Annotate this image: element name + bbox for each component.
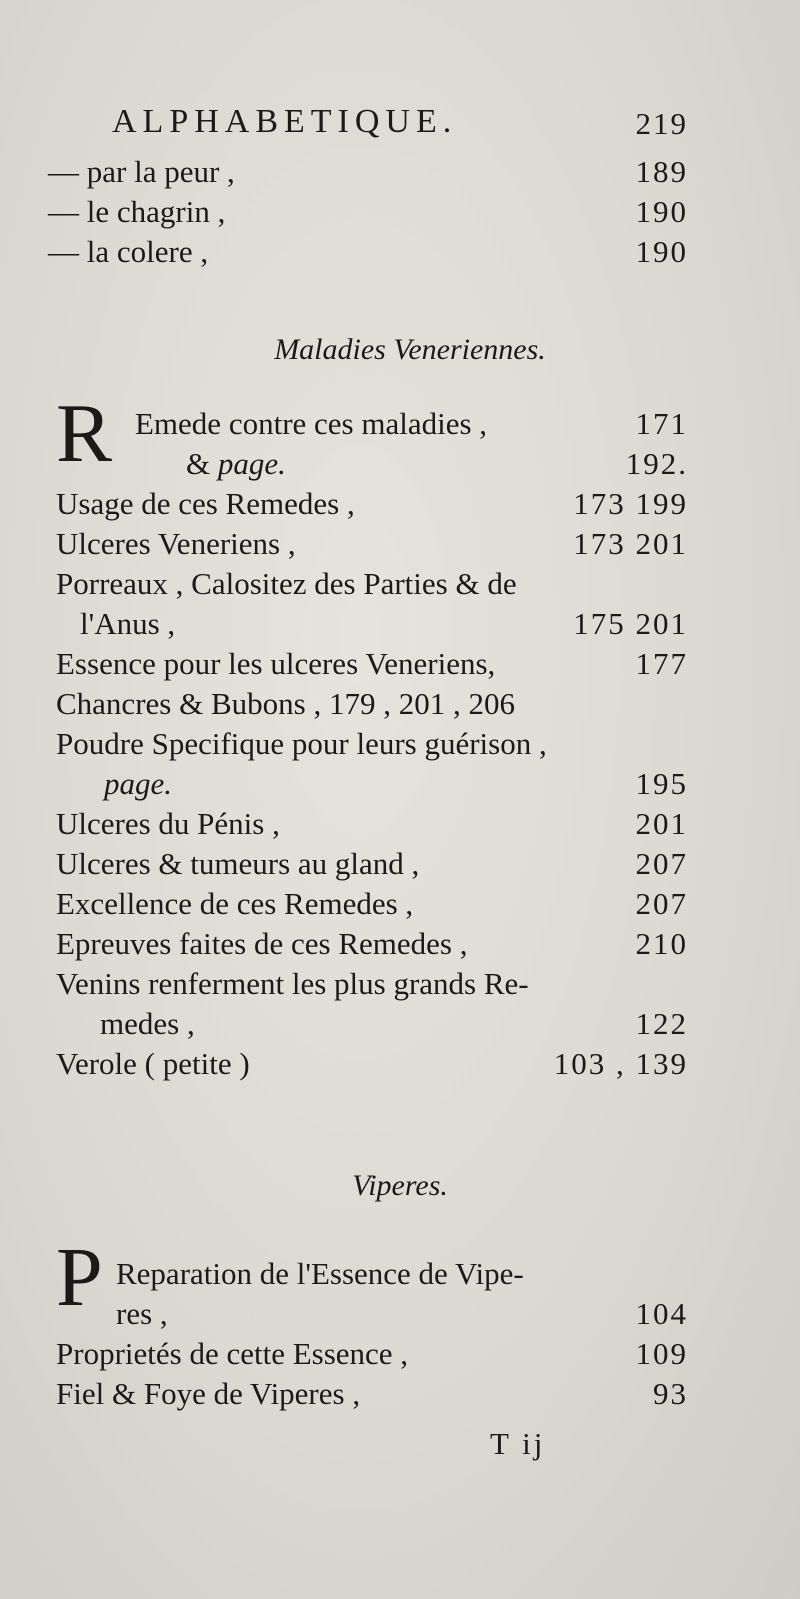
index-entry-page: 210 — [635, 926, 688, 961]
index-entry-text: Reparation de l'Essence de Vipe- — [116, 1256, 524, 1291]
index-entry-text: Essence pour les ulceres Veneriens, — [56, 646, 496, 681]
index-entry-page: 93 — [653, 1376, 688, 1411]
index-entry-page: 175 201 — [573, 606, 688, 641]
index-entry-page: 104 — [635, 1296, 688, 1331]
section-heading: Viperes. — [352, 1169, 448, 1202]
index-entry-text: — le chagrin , — [48, 194, 226, 229]
index-entry-text: Ulceres du Pénis , — [56, 806, 280, 841]
index-entry-page: 171 — [635, 406, 688, 441]
index-entry-page: 122 — [635, 1006, 688, 1041]
index-entry-page: 192. — [625, 446, 688, 481]
index-entry-text: Emede contre ces maladies , — [135, 406, 488, 441]
index-entry-page: 189 — [635, 154, 688, 189]
index-entry-continuation: medes , — [100, 1006, 195, 1041]
index-entry-text: Venins renferment les plus grands Re- — [56, 966, 529, 1001]
drop-cap-initial: P — [56, 1231, 103, 1324]
index-entry-text: Chancres & Bubons , 179 , 201 , 206 — [56, 686, 515, 721]
index-entry-text: — la colere , — [48, 234, 209, 269]
index-entry-text: Porreaux , Calositez des Parties & de — [56, 566, 517, 601]
index-entry-page: 190 — [635, 234, 688, 269]
index-entry-continuation: res , — [116, 1296, 168, 1331]
index-entry-page: 195 — [635, 766, 688, 801]
index-entry-page: 173 201 — [573, 526, 688, 561]
index-entry-text: Usage de ces Remedes , — [56, 486, 355, 521]
index-entry-text: Verole ( petite ) — [56, 1046, 250, 1081]
index-entry-text: — par la peur , — [48, 154, 235, 189]
section-heading: Maladies Veneriennes. — [274, 333, 546, 366]
running-head-page-number: 219 — [635, 106, 688, 141]
index-entry-text: Epreuves faites de ces Remedes , — [56, 926, 468, 961]
index-entry-text: Excellence de ces Remedes , — [56, 886, 414, 921]
index-entry-page: 103 , 139 — [553, 1046, 688, 1081]
index-entry-page: 109 — [635, 1336, 688, 1371]
index-entry-continuation: l'Anus , — [80, 606, 176, 641]
index-entry-text: Proprietés de cette Essence , — [56, 1336, 409, 1371]
index-entry-text: Ulceres & tumeurs au gland , — [56, 846, 420, 881]
index-entry-page: 201 — [635, 806, 688, 841]
index-entry-text: Ulceres Veneriens , — [56, 526, 296, 561]
index-entry-page: 207 — [635, 846, 688, 881]
index-entry-continuation: page. — [104, 766, 173, 801]
index-entry-page: 207 — [635, 886, 688, 921]
index-entry-text: Poudre Specifique pour leurs guérison , — [56, 726, 547, 761]
running-head-title: ALPHABETIQUE. — [112, 103, 458, 140]
drop-cap-initial: R — [56, 387, 113, 480]
index-entry-text: Fiel & Foye de Viperes , — [56, 1376, 361, 1411]
index-entry-page: 173 199 — [573, 486, 688, 521]
index-entry-continuation — [186, 444, 286, 484]
continuation-prefix: & — [186, 446, 218, 481]
signature-mark: T ij — [490, 1426, 546, 1461]
continuation-italic: page. — [217, 446, 286, 481]
index-entry-page: 190 — [635, 194, 688, 229]
index-entry-page: 177 — [635, 646, 688, 681]
